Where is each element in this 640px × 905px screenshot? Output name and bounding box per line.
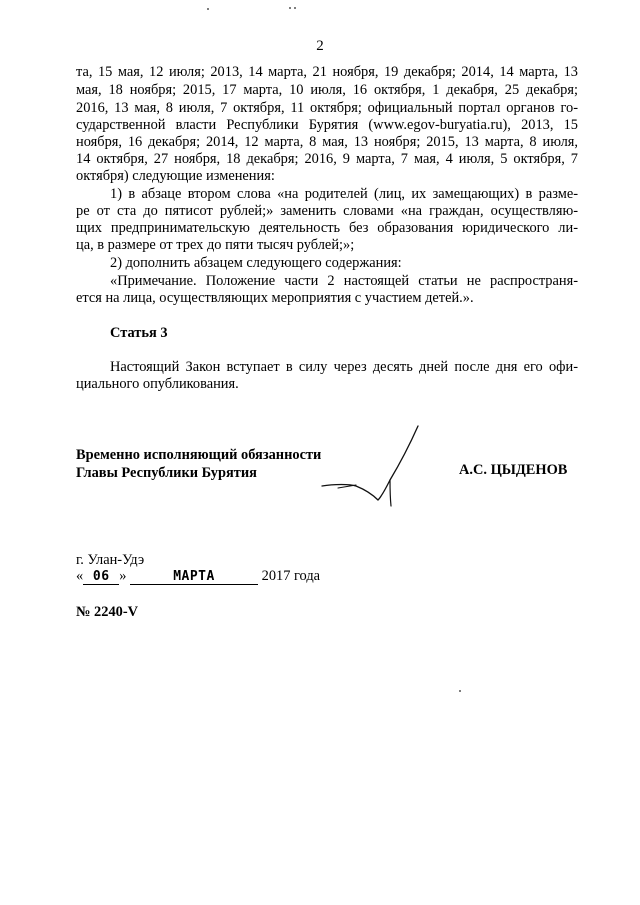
date-year: 2017 года xyxy=(261,568,321,584)
article-3-line: циального опубликования. xyxy=(76,376,239,392)
paragraph-line: 14 октября, 27 ноября, 18 декабря; 2016, 9 марта, 7 мая, 4 июля, 5 октября, 7 xyxy=(76,151,578,167)
document-number: № 2240-V xyxy=(76,604,139,620)
amendment-1-line: 1) в абзаце втором слова «на родителей (лиц, их замещающих) в разме- xyxy=(110,186,578,202)
amendment-1-line: ре от ста до пятисот рублей;» заменить словами «на граждан, осуществляю- xyxy=(76,203,578,219)
handwritten-signature xyxy=(318,424,428,514)
scan-speck xyxy=(459,690,461,692)
paragraph-line: ноября, 16 декабря; 2014, 12 марта, 8 мая, 13 ноября; 2015, 13 марта, 8 июля, xyxy=(76,134,578,150)
article-3-heading: Статья 3 xyxy=(110,325,168,341)
date-day: 06 xyxy=(83,570,119,585)
paragraph-line: мая, 18 ноября; 2015, 17 марта, 10 июля, 16 октября, 1 декабря, 25 декабря; xyxy=(76,82,578,98)
article-3-line: Настоящий Закон вступает в силу через десять дней после дня его офи- xyxy=(110,359,578,375)
date-close-quote: » xyxy=(119,568,127,584)
amendment-2-line: 2) дополнить абзацем следующего содержания: xyxy=(110,255,402,271)
date-open-quote: « xyxy=(76,568,84,584)
scan-speck xyxy=(294,7,296,9)
scan-speck xyxy=(289,7,291,9)
note-line: «Примечание. Положение части 2 настоящей статьи не распространя- xyxy=(110,273,578,289)
date-month: МАРТА xyxy=(130,570,258,585)
note-line: ется на лица, осуществляющих мероприятия с участием детей.». xyxy=(76,290,474,306)
paragraph-line: октября) следующие изменения: xyxy=(76,168,275,184)
paragraph-line: сударственной власти Республики Бурятия (www.egov-buryatia.ru), 2013, 15 xyxy=(76,117,578,133)
paragraph-line: та, 15 мая, 12 июля; 2013, 14 марта, 21 ноября, 19 декабря; 2014, 14 марта, 13 xyxy=(76,64,578,80)
place-of-signing: г. Улан-Удэ xyxy=(76,552,145,568)
signatory-title-line-1: Временно исполняющий обязанности xyxy=(76,447,322,463)
scan-speck xyxy=(207,8,209,10)
amendment-1-line: щих предпринимательскую деятельность без образования юридического ли- xyxy=(76,220,578,236)
signatory-name: А.С. ЦЫДЕНОВ xyxy=(459,462,568,478)
signing-date xyxy=(76,568,320,585)
signatory-title-line-2: Главы Республики Бурятия xyxy=(76,465,257,481)
page-number: 2 xyxy=(316,38,324,54)
amendment-1-line: ца, в размере от трех до пяти тысяч рублей;»; xyxy=(76,237,355,253)
paragraph-line: 2016, 13 мая, 8 июля, 7 октября, 11 октября; официальный портал органов го- xyxy=(76,100,578,116)
